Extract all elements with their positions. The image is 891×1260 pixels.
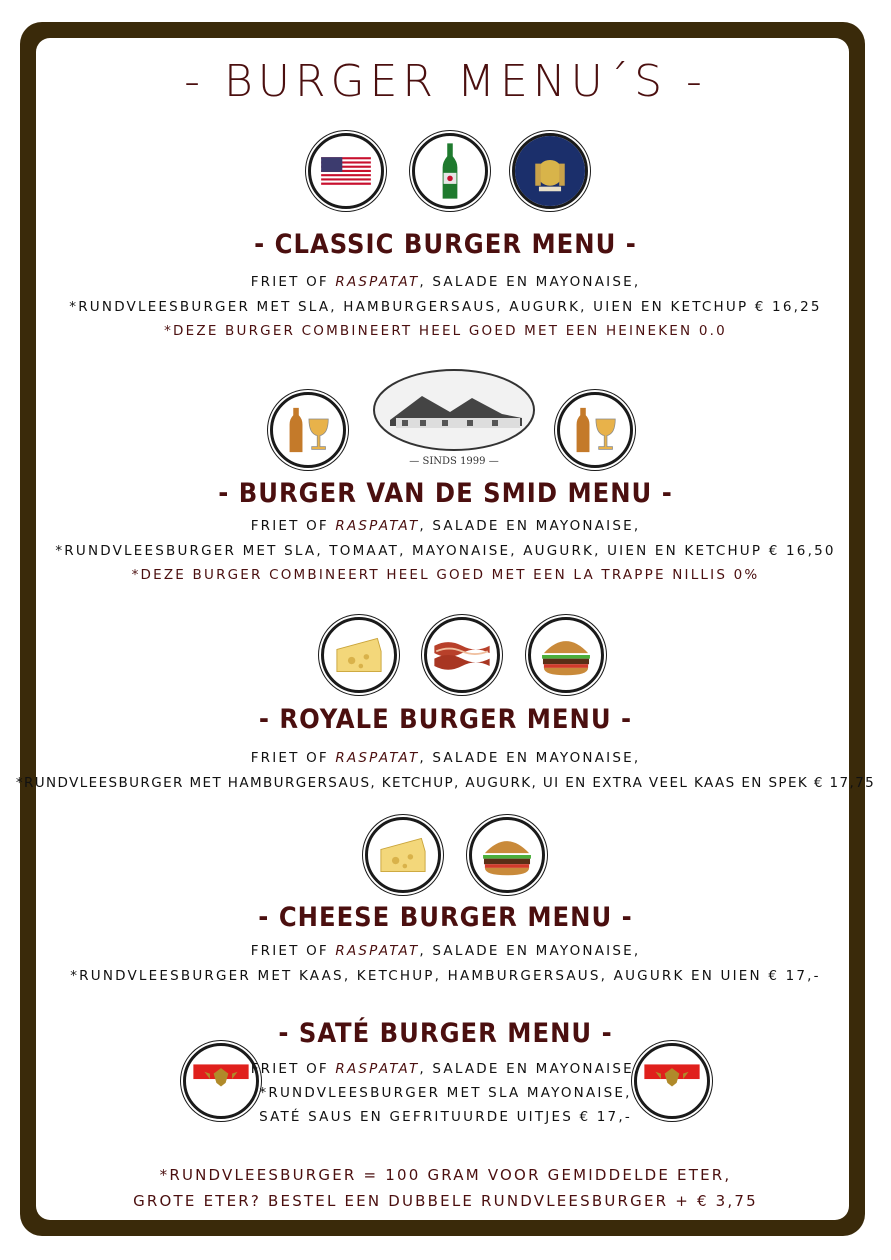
sate-line-1: FRIET OF RASPATAT, SALADE EN MAYONAISE, <box>250 1061 641 1077</box>
sate-line-3: SATÉ SAUS EN GEFRITUURDE UITJES € 17,- <box>259 1109 632 1125</box>
indonesia-flag-icon <box>634 1043 710 1119</box>
footer-line-1: *RUNDVLEESBURGER = 100 GRAM VOOR GEMIDDELDE ETER, <box>159 1166 732 1184</box>
footer-line-2: GROTE ETER? BESTEL EEN DUBBELE RUNDVLEESBURGER + € 3,75 <box>133 1192 758 1210</box>
us-flag-icon <box>308 133 384 209</box>
smid-line-2: *RUNDVLEESBURGER MET SLA, TOMAAT, MAYONAISE, AUGURK, UIEN EN KETCHUP € 16,50 <box>55 543 836 559</box>
cheese-icon <box>321 617 397 693</box>
classic-heading: - CLASSIC BURGER MENU - <box>254 229 637 260</box>
house-logo <box>372 368 536 468</box>
sate-heading: - SATÉ BURGER MENU - <box>278 1018 613 1049</box>
logo-text: — SINDS 1999 — <box>409 456 499 467</box>
bacon-icon <box>424 617 500 693</box>
la-trappe-beer-icon <box>270 392 346 468</box>
royale-line-2: *RUNDVLEESBURGER MET HAMBURGERSAUS, KETCHUP, AUGURK, UI EN EXTRA VEEL KAAS EN SPEK € 17,75 <box>15 775 876 791</box>
classic-line-2: *RUNDVLEESBURGER MET SLA, HAMBURGERSAUS, AUGURK, UIEN EN KETCHUP € 16,25 <box>69 299 822 315</box>
royale-heading: - ROYALE BURGER MENU - <box>258 704 633 735</box>
smid-heading: - BURGER VAN DE SMID MENU - <box>218 478 673 509</box>
page-title: - BURGER MENU´S - <box>184 56 707 107</box>
burger-icon <box>528 617 604 693</box>
la-trappe-beer-icon <box>557 392 633 468</box>
indonesia-flag-icon <box>183 1043 259 1119</box>
classic-line-3: *DEZE BURGER COMBINEERT HEEL GOED MET EEN HEINEKEN 0.0 <box>164 323 727 339</box>
sate-line-2: *RUNDVLEESBURGER MET SLA MAYONAISE, <box>259 1085 632 1101</box>
cheese-heading: - CHEESE BURGER MENU - <box>258 902 633 933</box>
smid-line-3: *DEZE BURGER COMBINEERT HEEL GOED MET EEN LA TRAPPE NILLIS 0% <box>131 567 760 583</box>
cheese-line-1: FRIET OF RASPATAT, SALADE EN MAYONAISE, <box>250 943 641 959</box>
smid-line-1: FRIET OF RASPATAT, SALADE EN MAYONAISE, <box>250 518 641 534</box>
cheese-line-2: *RUNDVLEESBURGER MET KAAS, KETCHUP, HAMBURGERSAUS, AUGURK EN UIEN € 17,- <box>70 968 821 984</box>
new-york-seal-icon <box>512 133 588 209</box>
classic-line-1: FRIET OF RASPATAT, SALADE EN MAYONAISE, <box>250 274 641 290</box>
cheese-icon <box>365 817 441 893</box>
burger-icon <box>469 817 545 893</box>
heineken-bottle-icon <box>412 133 488 209</box>
royale-line-1: FRIET OF RASPATAT, SALADE EN MAYONAISE, <box>250 750 641 766</box>
